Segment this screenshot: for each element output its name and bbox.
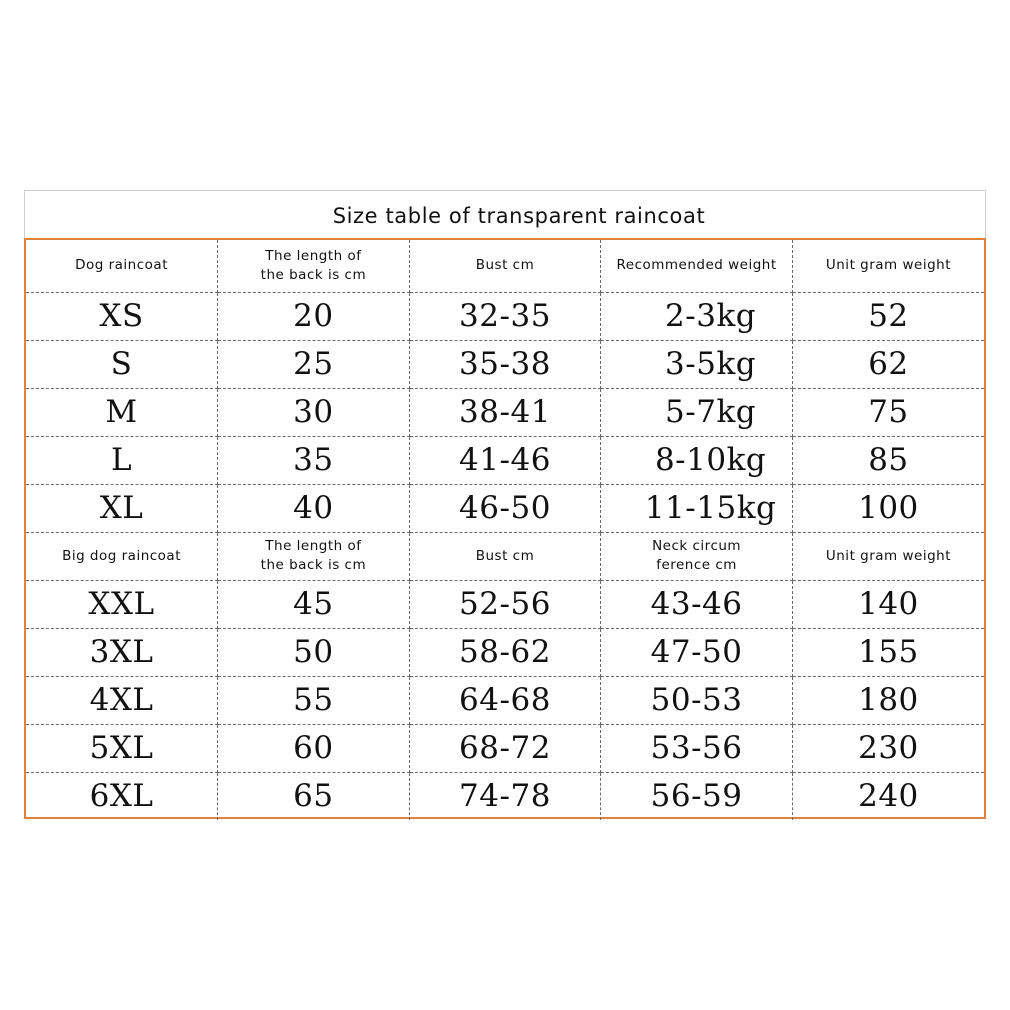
unit-weight-cell: 140 <box>792 580 984 628</box>
unit-weight-cell: 85 <box>792 436 984 484</box>
big-dog-header-row <box>26 532 984 580</box>
header-cell-back-length: The length of the back is cm <box>218 532 410 580</box>
neck-cell: 50-53 <box>601 676 793 724</box>
unit-weight-cell: 155 <box>792 628 984 676</box>
header-cell-unit-weight: Unit gram weight <box>792 240 984 292</box>
table-row <box>26 580 984 628</box>
unit-weight-cell: 180 <box>792 676 984 724</box>
bust-cell: 46-50 <box>409 484 601 532</box>
size-table-title: Size table of transparent raincoat <box>332 203 706 228</box>
size-cell: L <box>26 436 218 484</box>
unit-weight-cell: 75 <box>792 388 984 436</box>
back-length-cell: 20 <box>218 292 410 340</box>
header-cell-back-length: The length of the back is cm <box>218 240 410 292</box>
neck-cell: 47-50 <box>601 628 793 676</box>
table-row <box>26 628 984 676</box>
unit-weight-cell: 230 <box>792 724 984 772</box>
size-cell: XS <box>26 292 218 340</box>
size-table-title-box <box>24 190 986 238</box>
table-row <box>26 484 984 532</box>
back-length-cell: 40 <box>218 484 410 532</box>
bust-cell: 64-68 <box>409 676 601 724</box>
header-cell-recommended-weight: Recommended weight <box>601 240 793 292</box>
size-cell: XXL <box>26 580 218 628</box>
back-length-cell: 55 <box>218 676 410 724</box>
bust-cell: 32-35 <box>409 292 601 340</box>
size-cell: 5XL <box>26 724 218 772</box>
size-cell: M <box>26 388 218 436</box>
size-table-frame <box>24 238 986 819</box>
table-row <box>26 724 984 772</box>
header-cell-size: Dog raincoat <box>26 240 218 292</box>
bust-cell: 58-62 <box>409 628 601 676</box>
table-row <box>26 772 984 820</box>
back-length-cell: 65 <box>218 772 410 820</box>
back-length-cell: 45 <box>218 580 410 628</box>
back-length-cell: 30 <box>218 388 410 436</box>
unit-weight-cell: 62 <box>792 340 984 388</box>
bust-cell: 52-56 <box>409 580 601 628</box>
table-row <box>26 340 984 388</box>
unit-weight-cell: 52 <box>792 292 984 340</box>
table-row <box>26 436 984 484</box>
unit-weight-cell: 240 <box>858 778 919 815</box>
weight-cell: 11-15kg <box>601 484 793 532</box>
bust-cell: 41-46 <box>409 436 601 484</box>
small-dog-header-row <box>26 240 984 292</box>
size-cell: 6XL <box>26 772 218 820</box>
bust-cell: 38-41 <box>409 388 601 436</box>
back-length-cell: 35 <box>218 436 410 484</box>
weight-cell: 2-3kg <box>601 292 793 340</box>
bust-cell: 74-78 <box>409 772 601 820</box>
unit-weight-cell: 100 <box>792 484 984 532</box>
table-row <box>26 292 984 340</box>
bust-cell: 35-38 <box>409 340 601 388</box>
back-length-cell: 50 <box>218 628 410 676</box>
size-cell: XL <box>26 484 218 532</box>
header-cell-bust: Bust cm <box>409 532 601 580</box>
size-cell: 3XL <box>26 628 218 676</box>
header-cell-size: Big dog raincoat <box>26 532 218 580</box>
weight-cell: 3-5kg <box>601 340 793 388</box>
neck-cell: 43-46 <box>601 580 793 628</box>
header-cell-unit-weight: Unit gram weight <box>792 532 984 580</box>
back-length-cell: 25 <box>218 340 410 388</box>
neck-cell: 56-59 <box>601 772 793 820</box>
bust-cell: 68-72 <box>409 724 601 772</box>
size-cell: 4XL <box>26 676 218 724</box>
weight-cell: 8-10kg <box>601 436 793 484</box>
back-length-cell: 60 <box>218 724 410 772</box>
header-cell-bust: Bust cm <box>409 240 601 292</box>
size-table <box>26 240 984 820</box>
table-row <box>26 388 984 436</box>
weight-cell: 5-7kg <box>601 388 793 436</box>
header-cell-neck-circumference: Neck circum ference cm <box>601 532 793 580</box>
neck-cell: 53-56 <box>601 724 793 772</box>
size-cell: S <box>26 340 218 388</box>
table-row <box>26 676 984 724</box>
